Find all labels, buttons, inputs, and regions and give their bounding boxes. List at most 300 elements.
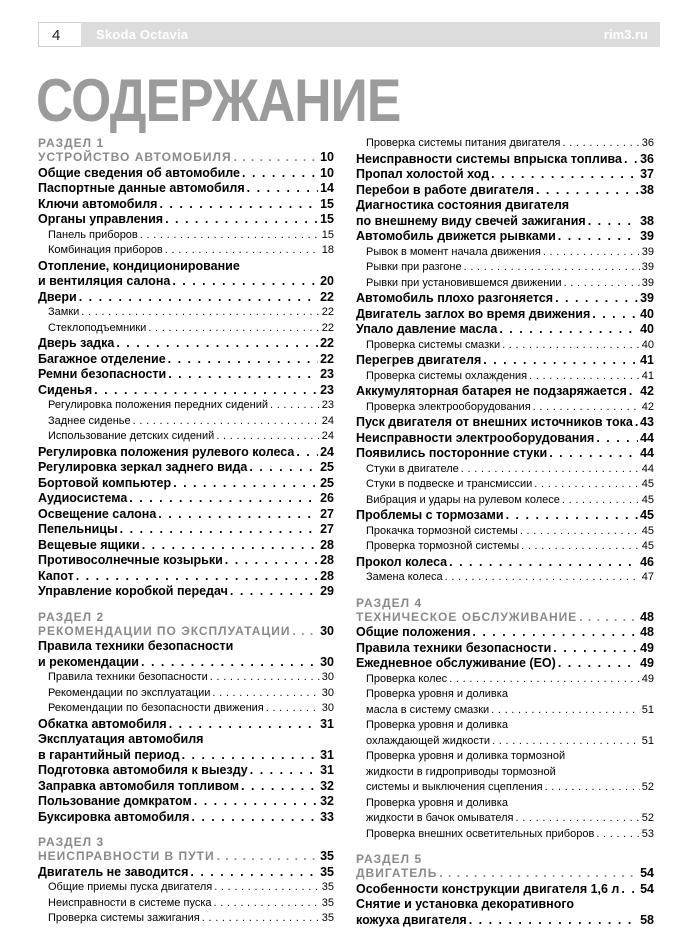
toc-entry-title: Проверка уровня и доливка — [366, 688, 508, 700]
toc-entry — [38, 491, 334, 507]
toc-entry-title: в гарантийный период — [38, 747, 180, 762]
toc-entry-title: Проверка системы зажигания — [48, 912, 200, 924]
toc-entry-title: кожуха двигателя — [356, 912, 467, 927]
dot-leader — [142, 538, 318, 554]
toc-entry-page: 23 — [320, 382, 334, 397]
toc-entry — [356, 493, 654, 509]
dot-leader — [515, 811, 639, 827]
toc-entry-title: Отопление, кондиционирование — [38, 258, 240, 273]
toc-entry — [38, 398, 334, 414]
toc-entry-title: Пепельницы — [38, 522, 118, 536]
dot-leader — [94, 383, 318, 399]
toc-entry-title: Замки — [48, 306, 80, 318]
dot-leader — [445, 570, 640, 586]
toc-entry-title: Правила техники безопасности — [356, 640, 552, 655]
toc-entry-title: Паспортные данные автомобиля — [38, 181, 245, 195]
toc-entry — [38, 538, 334, 554]
dot-leader — [172, 274, 318, 290]
toc-entry-page: 45 — [640, 508, 654, 522]
toc-entry-title: Правила техники безопасности — [48, 671, 208, 683]
toc-entry-title: Управление коробкой передач — [38, 584, 228, 598]
toc-entry-title: Сиденья — [38, 382, 93, 397]
dot-leader — [499, 322, 638, 338]
section-heading — [356, 610, 654, 626]
dot-leader — [116, 336, 318, 352]
toc-entry-title: Проверка уровня и доливка — [366, 719, 508, 731]
toc-entry — [38, 181, 334, 197]
toc-entry-page: 30 — [320, 623, 334, 638]
toc-entry-page: 25 — [320, 460, 334, 474]
toc-entry-title: Особенности конструкции двигателя 1,6 л — [356, 881, 620, 896]
toc-entry-title: системы и выключения сцепления — [366, 781, 543, 793]
toc-entry — [356, 827, 654, 843]
dot-leader — [555, 291, 638, 307]
toc-entry-page: 15 — [321, 228, 334, 241]
toc-entry-page: 24 — [320, 444, 334, 459]
toc-entry-page: 42 — [641, 400, 654, 413]
section-gap — [38, 600, 334, 610]
dot-leader — [592, 307, 638, 323]
dot-leader — [520, 524, 640, 540]
dot-leader — [502, 338, 640, 354]
toc-entry-title: Освещение салона — [38, 506, 157, 521]
toc-entry-title: Упало давление масла — [356, 322, 498, 336]
toc-entry — [38, 717, 334, 733]
dot-leader — [230, 584, 318, 600]
toc-column-right — [356, 136, 654, 928]
dot-leader — [202, 911, 320, 927]
toc-entry-title: Проблемы с тормозами — [356, 508, 504, 522]
toc-entry-page: 39 — [640, 229, 654, 243]
dot-leader — [635, 415, 638, 431]
toc-entry — [38, 460, 334, 476]
toc-entry — [356, 913, 654, 929]
toc-entry-title: Органы управления — [38, 212, 164, 226]
dot-leader — [492, 734, 640, 750]
toc-entry-title: Двигатель не заводится — [38, 864, 189, 879]
toc-entry — [38, 507, 334, 523]
dot-leader — [194, 794, 318, 810]
toc-entry-page: 30 — [321, 702, 334, 714]
dot-leader — [169, 717, 318, 733]
toc-entry — [356, 555, 654, 571]
toc-entry-page: 22 — [321, 306, 334, 318]
toc-entry-title: Рывки при разгоне — [366, 261, 462, 273]
toc-entry-page: 28 — [320, 568, 334, 583]
toc-entry-page: 39 — [640, 291, 654, 305]
toc-entry-page: 35 — [320, 849, 334, 863]
toc-entry — [38, 686, 334, 702]
toc-entry-title: Багажное отделение — [38, 351, 166, 366]
toc-entry-title: Противосолнечные козырьки — [38, 553, 223, 567]
toc-entry-page: 52 — [641, 781, 654, 793]
dot-leader — [563, 136, 640, 152]
toc-entry-title: РАЗДЕЛ 1 — [38, 136, 105, 150]
toc-entry-page: 22 — [320, 289, 334, 304]
toc-entry-page: 23 — [320, 367, 334, 381]
toc-entry-title: Проверка системы охлаждения — [366, 369, 528, 382]
section-label — [356, 596, 654, 610]
toc-entry — [356, 641, 654, 657]
toc-entry-page: 54 — [640, 881, 654, 896]
dot-leader — [296, 445, 318, 461]
dot-leader — [120, 522, 318, 538]
toc-entry-page: 53 — [641, 827, 654, 840]
toc-entry-title: Стуки в двигателе — [366, 462, 459, 475]
dot-leader — [225, 553, 318, 569]
toc-entry — [356, 672, 654, 688]
toc-entry — [356, 656, 654, 672]
toc-entry-page: 39 — [641, 245, 654, 258]
toc-entry-title: Проверка внешних осветительных приборов — [366, 827, 595, 840]
toc-entry-page: 35 — [320, 864, 334, 879]
toc-entry — [356, 462, 654, 478]
dot-leader — [173, 476, 318, 492]
toc-entry — [356, 291, 654, 307]
page-header — [38, 22, 660, 47]
dot-leader — [529, 369, 640, 385]
toc-entry — [38, 748, 334, 764]
toc-entry-title: Перебои в работе двигателя — [356, 182, 534, 197]
toc-entry-page: 31 — [320, 763, 334, 777]
toc-entry-title: Проверка уровня и доливка тормозной — [366, 750, 566, 762]
dot-leader — [168, 352, 318, 368]
toc-entry-page: 40 — [640, 322, 654, 336]
toc-entry-title: Автомобиль движется рывками — [356, 229, 556, 243]
toc-entry-page: 10 — [320, 165, 334, 180]
toc-entry — [38, 810, 334, 826]
toc-entry-page: 30 — [321, 671, 334, 683]
toc-entry-title: Капот — [38, 568, 74, 583]
section-heading — [38, 150, 334, 166]
dot-leader — [464, 260, 640, 276]
toc-entry-title: УСТРОЙСТВО АВТОМОБИЛЯ — [38, 150, 232, 164]
toc-entry — [38, 880, 334, 896]
toc-entry-page: 23 — [321, 399, 334, 411]
toc-entry — [356, 508, 654, 524]
toc-entry-page: 45 — [641, 524, 654, 537]
toc-entry-page: 37 — [640, 167, 654, 181]
toc-entry-title: Проверка уровня и доливка — [366, 796, 508, 809]
toc-entry — [38, 701, 334, 717]
dot-leader — [596, 827, 639, 843]
toc-entry-title: РАЗДЕЛ 4 — [356, 595, 423, 610]
toc-entry — [356, 167, 654, 183]
toc-entry — [356, 384, 654, 400]
toc-entry-page: 30 — [320, 654, 334, 669]
section-label — [38, 136, 334, 150]
toc-entry — [356, 431, 654, 447]
toc-entry-page: 44 — [640, 430, 654, 445]
toc-entry — [38, 639, 334, 655]
toc-entry-title: Проверка тормозной системы — [366, 540, 520, 552]
toc-entry-title: РАЗДЕЛ 5 — [356, 852, 423, 866]
toc-entry-title: Ежедневное обслуживание (ЕО) — [356, 656, 556, 670]
dot-leader — [190, 865, 318, 881]
dot-leader — [543, 245, 640, 261]
toc-entry-page: 31 — [320, 716, 334, 731]
dot-leader — [293, 624, 319, 640]
dot-leader — [216, 429, 319, 445]
toc-entry-title: Общие сведения об автомобиле — [38, 165, 240, 180]
page-number: 4 — [38, 22, 81, 47]
toc-entry-title: Комбинация приборов — [48, 244, 163, 256]
page-title: СОДЕРЖАНИЕ — [36, 67, 401, 134]
toc-entry-title: Регулировка положения рулевого колеса — [38, 444, 295, 459]
toc-entry-title: Стеклоподъемники — [48, 321, 147, 334]
toc-entry-page: 30 — [321, 686, 334, 699]
toc-entry — [38, 367, 334, 383]
toc-entry-page: 27 — [320, 522, 334, 536]
toc-entry-page: 32 — [320, 778, 334, 793]
dot-leader — [553, 641, 638, 657]
dot-leader — [141, 655, 318, 671]
dot-leader — [533, 400, 640, 416]
toc-entry-page: 41 — [641, 369, 654, 382]
toc-entry — [356, 687, 654, 703]
toc-entry — [38, 865, 334, 881]
toc-entry-title: Буксировка автомобиля — [38, 809, 190, 824]
toc-entry — [38, 779, 334, 795]
toc-entry-page: 49 — [640, 640, 654, 655]
toc-entry-page: 22 — [321, 321, 334, 334]
section-label — [38, 835, 334, 849]
dot-leader — [449, 672, 640, 688]
dot-leader — [165, 243, 320, 259]
toc-entry-page: 45 — [641, 478, 654, 490]
dot-leader — [133, 414, 320, 430]
toc-entry-page: 54 — [640, 866, 654, 880]
toc-entry-page: 44 — [640, 446, 654, 460]
toc-entry — [38, 336, 334, 352]
toc-entry — [356, 703, 654, 719]
toc-entry — [38, 212, 334, 228]
toc-entry — [356, 338, 654, 354]
dot-leader — [250, 763, 318, 779]
toc-entry-page: 39 — [641, 276, 654, 289]
toc-entry — [38, 655, 334, 671]
dot-leader — [249, 460, 318, 476]
dot-leader — [270, 398, 320, 414]
toc-entry — [356, 539, 654, 555]
toc-entry-title: Проверка системы питания двигателя — [366, 137, 561, 149]
toc-entry-title: Рекомендации по безопасности движения — [48, 702, 264, 714]
toc-entry-title: Заднее сиденье — [48, 414, 131, 427]
toc-entry-page: 45 — [641, 540, 654, 552]
toc-entry-title: Неисправности системы впрыска топлива — [356, 151, 622, 166]
toc-entry — [38, 476, 334, 492]
toc-entry-page: 33 — [320, 809, 334, 824]
toc-entry-title: Рывок в момент начала движения — [366, 245, 541, 258]
toc-entry-title: Неисправности электрооборудования — [356, 430, 595, 445]
dot-leader — [536, 183, 638, 199]
toc-entry-title: Ключи автомобиля — [38, 196, 158, 211]
toc-entry — [38, 522, 334, 538]
dot-leader — [158, 507, 318, 523]
toc-entry-page: 26 — [320, 491, 334, 505]
toc-entry-title: Появились посторонние стуки — [356, 446, 548, 460]
toc-entry-title: РЕКОМЕНДАЦИИ ПО ЭКСПЛУАТАЦИИ — [38, 623, 291, 638]
toc-entry-title: Дверь задка — [38, 336, 115, 350]
toc-entry — [356, 765, 654, 781]
toc-entry-page: 58 — [640, 912, 654, 927]
toc-entry-title: и вентиляция салона — [38, 274, 171, 288]
section-gap — [356, 842, 654, 852]
toc-entry-page: 39 — [641, 261, 654, 273]
dot-leader — [148, 321, 319, 337]
toc-entry-page: 14 — [320, 181, 334, 195]
toc-entry-page: 40 — [640, 306, 654, 321]
site-name: rim3.ru — [603, 27, 648, 42]
toc-entry-title: Проверка колес — [366, 672, 448, 685]
toc-entry — [356, 882, 654, 898]
toc-entry — [356, 152, 654, 168]
toc-entry-title: Правила техники безопасности — [38, 639, 234, 653]
toc-entry-page: 41 — [640, 353, 654, 367]
dot-leader — [483, 353, 638, 369]
dot-leader — [506, 508, 638, 524]
dot-leader — [234, 150, 319, 166]
toc-entry — [38, 732, 334, 748]
toc-entry — [356, 136, 654, 152]
toc-entry-title: Заправка автомобиля топливом — [38, 778, 240, 793]
toc-entry-page: 49 — [641, 672, 654, 685]
toc-entry-page: 45 — [641, 493, 654, 506]
toc-entry-page: 47 — [641, 571, 654, 583]
section-heading — [38, 849, 334, 865]
toc-entry — [356, 780, 654, 796]
toc-entry-title: жидкости в гидроприводы тормозной — [366, 765, 556, 778]
toc-entry — [356, 353, 654, 369]
toc-entry — [38, 274, 334, 290]
toc-entry-title: Прокачка тормозной системы — [366, 524, 518, 537]
toc-entry-page: 20 — [320, 274, 334, 288]
toc-entry-title: РАЗДЕЛ 2 — [38, 609, 105, 624]
toc-entry-title: по внешнему виду свечей зажигания — [356, 213, 586, 228]
toc-entry — [38, 584, 334, 600]
dot-leader — [491, 167, 638, 183]
toc-entry-page: 24 — [321, 430, 334, 442]
toc-entry — [356, 198, 654, 214]
toc-entry-title: ТЕХНИЧЕСКОЕ ОБСЛУЖИВАНИЕ — [356, 609, 578, 624]
toc-entry — [356, 625, 654, 641]
toc-entry — [38, 569, 334, 585]
dot-leader — [621, 882, 638, 898]
toc-entry-page: 29 — [320, 584, 334, 598]
toc-entry-page: 36 — [640, 151, 654, 166]
toc-entry-title: Снятие и установка декоративного — [356, 897, 575, 911]
toc-entry-page: 40 — [641, 338, 654, 351]
dot-leader — [168, 367, 318, 383]
toc-entry-page: 22 — [320, 351, 334, 366]
toc-entry-page: 48 — [640, 609, 654, 624]
toc-entry — [356, 477, 654, 493]
toc-entry-page: 28 — [320, 537, 334, 552]
toc-entry-title: Автомобиль плохо разгоняется — [356, 291, 554, 305]
toc-entry-title: Использование детских сидений — [48, 430, 215, 442]
toc-entry — [356, 245, 654, 261]
dot-leader — [588, 214, 638, 230]
dot-leader — [140, 228, 320, 244]
toc-entry — [38, 290, 334, 306]
toc-entry — [356, 718, 654, 734]
toc-entry-title: Стуки в подвеске и трансмиссии — [366, 478, 533, 490]
section-heading — [38, 624, 334, 640]
dot-leader — [549, 446, 638, 462]
toc-entry — [356, 229, 654, 245]
dot-leader — [629, 384, 638, 400]
toc-entry — [356, 749, 654, 765]
dot-leader — [212, 686, 319, 702]
toc-entry-title: Эксплуатация автомобиля — [38, 732, 204, 746]
toc-entry-page: 36 — [641, 137, 654, 149]
toc-entry-title: Проверка системы смазки — [366, 338, 501, 351]
dot-leader — [217, 849, 319, 865]
dot-leader — [214, 896, 320, 912]
toc-entry-title: Двери — [38, 289, 77, 304]
section-label — [38, 610, 334, 624]
toc-entry — [38, 321, 334, 337]
dot-leader — [596, 431, 638, 447]
dot-leader — [491, 703, 640, 719]
toc-entry — [38, 794, 334, 810]
toc-entry-page: 46 — [640, 554, 654, 569]
toc-entry-title: Панель приборов — [48, 228, 138, 241]
toc-entry-page: 52 — [641, 812, 654, 824]
toc-entry-page: 42 — [640, 384, 654, 398]
dot-leader — [624, 152, 638, 168]
toc-entry-title: Неисправности в системе пуска — [48, 896, 212, 909]
toc-entry — [356, 570, 654, 586]
toc-entry-title: Ремни безопасности — [38, 367, 167, 381]
toc-entry-title: Рывки при установившемся движении — [366, 276, 562, 289]
toc-entry — [356, 897, 654, 913]
toc-entry — [38, 383, 334, 399]
toc-entry-title: Подготовка автомобиля к выезду — [38, 763, 248, 777]
section-heading — [356, 866, 654, 882]
dot-leader — [564, 276, 640, 292]
dot-leader — [242, 166, 318, 182]
toc-column-left — [38, 136, 334, 927]
dot-leader — [558, 229, 638, 245]
toc-entry-title: Регулировка зеркал заднего вида — [38, 460, 248, 474]
toc-entry-title: Двигатель заглох во время движения — [356, 306, 591, 321]
toc-entry — [356, 400, 654, 416]
toc-entry — [356, 734, 654, 750]
section-gap — [356, 586, 654, 596]
toc-entry-title: Пользование домкратом — [38, 794, 192, 808]
toc-entry-title: Регулировка положения передних сидений — [48, 399, 268, 411]
toc-entry-title: Рекомендации по эксплуатации — [48, 686, 211, 699]
toc-entry — [356, 183, 654, 199]
toc-entry — [356, 260, 654, 276]
dot-leader — [439, 866, 638, 882]
dot-leader — [247, 181, 318, 197]
dot-leader — [241, 779, 318, 795]
toc-entry — [38, 197, 334, 213]
toc-entry — [356, 276, 654, 292]
dot-leader — [545, 780, 640, 796]
toc-entry — [356, 811, 654, 827]
toc-entry-title: Перегрев двигателя — [356, 353, 482, 367]
toc-entry-title: Аккумуляторная батарея не подзаряжается — [356, 384, 627, 398]
toc-entry-title: Аудиосистема — [38, 491, 128, 505]
dot-leader — [469, 913, 638, 929]
dot-leader — [472, 625, 638, 641]
toc-entry — [356, 307, 654, 323]
dot-leader — [558, 656, 638, 672]
toc-entry — [38, 414, 334, 430]
